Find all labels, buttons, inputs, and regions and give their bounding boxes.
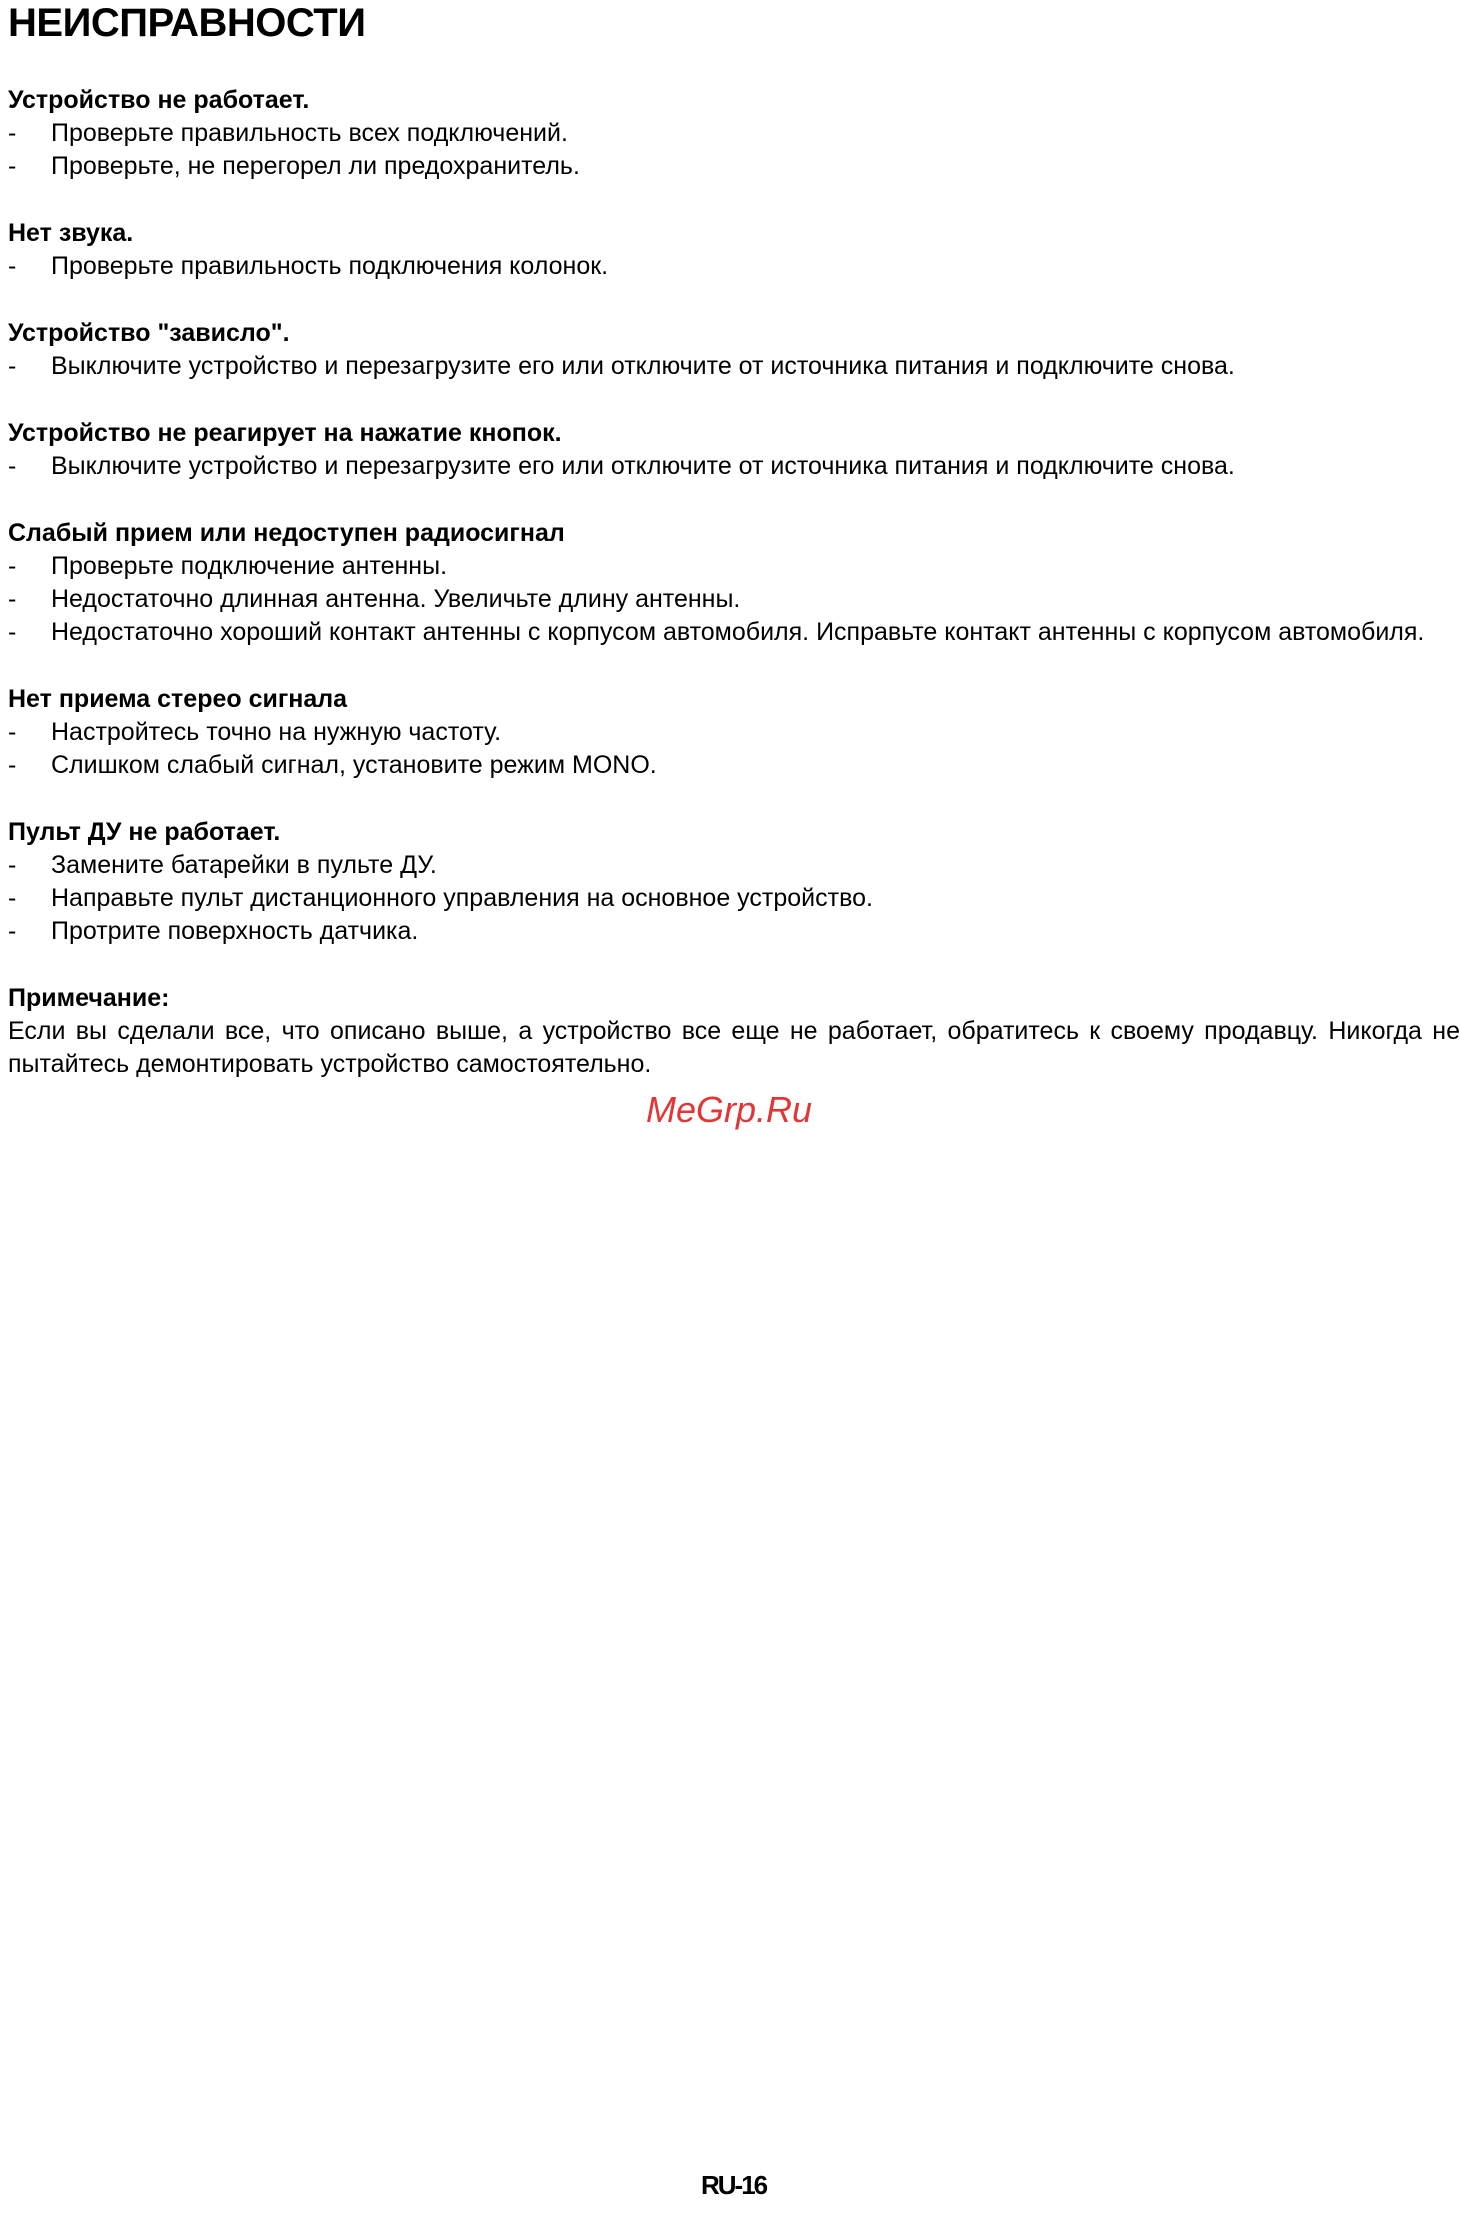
section-heading: Устройство не работает.	[8, 86, 310, 114]
list-item-text: Настройтесь точно на нужную частоту.	[51, 718, 502, 746]
troubleshooting-content	[8, 84, 1460, 1115]
section-heading: Нет приема стерео сигнала	[8, 685, 348, 713]
bullet-dash: -	[8, 718, 17, 746]
list-item-text: Недостаточно длинная антенна. Увеличьте длину антенны.	[51, 585, 741, 613]
list-item-text: Протрите поверхность датчика.	[51, 917, 419, 945]
list-item-text: Слишком слабый сигнал, установите режим MONO.	[51, 751, 657, 779]
list-item	[8, 550, 1460, 583]
list-item-text: Проверьте подключение антенны.	[51, 552, 448, 580]
list-item-text: Замените батарейки в пульте ДУ.	[51, 851, 437, 879]
bullet-dash: -	[8, 252, 17, 280]
section-heading: Устройство не реагирует на нажатие кнопок.	[8, 419, 562, 447]
bullet-dash: -	[8, 851, 17, 879]
list-item	[8, 716, 1460, 749]
watermark: MeGrp.Ru	[646, 1089, 813, 1130]
list-item	[8, 915, 1460, 948]
note-heading: Примечание:	[8, 984, 170, 1012]
note-text: Если вы сделали все, что описано выше, а устройство все еще не работает, обратитесь к своему продавцу. Никогда не пытайтесь демонтировать устройство самостоятельно.	[8, 1017, 1460, 1078]
list-item-text: Недостаточно хороший контакт антенны с корпусом автомобиля. Исправьте контакт антенны с корпусом автомобиля.	[51, 618, 1425, 646]
section-buttons-unresponsive	[8, 417, 1460, 483]
bullet-dash: -	[8, 152, 17, 180]
list-item	[8, 450, 1460, 483]
list-item	[8, 882, 1460, 915]
list-item-text: Проверьте правильность подключения колонок.	[51, 252, 609, 280]
section-no-stereo	[8, 683, 1460, 782]
section-note	[8, 982, 1460, 1081]
page-number: RU-16	[701, 2170, 767, 2200]
document-page	[8, 0, 1460, 2228]
section-device-frozen	[8, 317, 1460, 383]
bullet-dash: -	[8, 618, 17, 646]
list-item-text: Выключите устройство и перезагрузите его или отключите от источника питания и подключите снова.	[51, 452, 1235, 480]
list-item	[8, 849, 1460, 882]
bullet-dash: -	[8, 119, 17, 147]
section-no-sound	[8, 217, 1460, 283]
list-item	[8, 583, 1460, 616]
section-heading: Пульт ДУ не работает.	[8, 818, 281, 846]
list-item	[8, 117, 1460, 150]
list-item-text: Проверьте, не перегорел ли предохранитель.	[51, 152, 580, 180]
list-item-text: Направьте пульт дистанционного управления на основное устройство.	[51, 884, 873, 912]
bullet-dash: -	[8, 751, 17, 779]
bullet-dash: -	[8, 552, 17, 580]
list-item-text: Проверьте правильность всех подключений.	[51, 119, 568, 147]
bullet-dash: -	[8, 452, 17, 480]
list-item	[8, 616, 1460, 649]
list-item	[8, 749, 1460, 782]
bullet-dash: -	[8, 917, 17, 945]
list-item-text: Выключите устройство и перезагрузите его или отключите от источника питания и подключите снова.	[51, 352, 1235, 380]
bullet-dash: -	[8, 585, 17, 613]
section-remote-not-working	[8, 816, 1460, 948]
list-item	[8, 250, 1460, 283]
list-item	[8, 350, 1460, 383]
section-device-not-working	[8, 84, 1460, 183]
section-heading: Устройство "зависло".	[8, 319, 290, 347]
section-weak-radio	[8, 517, 1460, 649]
section-heading: Нет звука.	[8, 219, 134, 247]
bullet-dash: -	[8, 884, 17, 912]
page-title: НЕИСПРАВНОСТИ	[8, 1, 366, 45]
bullet-dash: -	[8, 352, 17, 380]
section-heading: Слабый прием или недоступен радиосигнал	[8, 519, 565, 547]
list-item	[8, 150, 1460, 183]
